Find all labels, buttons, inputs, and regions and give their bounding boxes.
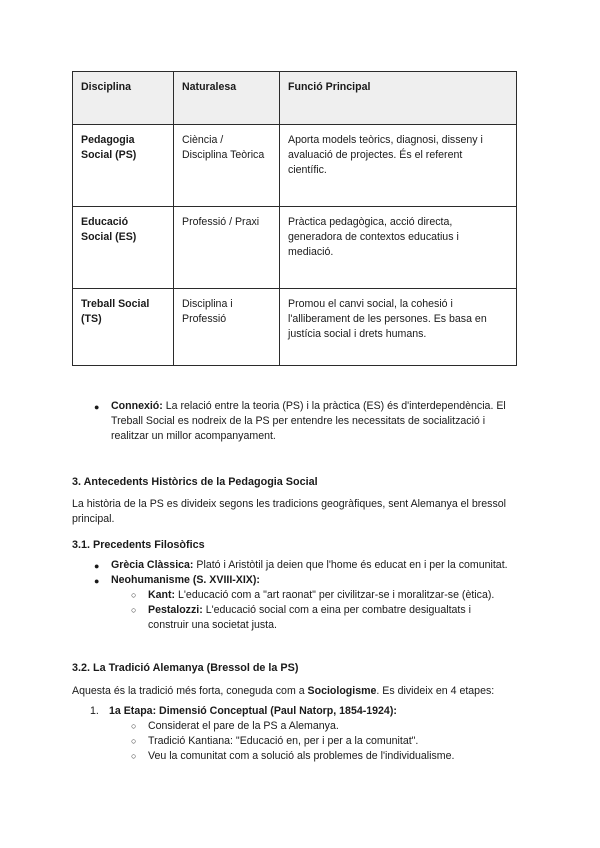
table-cell: Treball Social (TS): [73, 289, 174, 366]
list-item: Considerat el pare de la PS a Alemanya.: [148, 720, 339, 732]
bullet-icon: ●: [94, 561, 100, 571]
section-3-1-heading: 3.1. Precedents Filosòfics: [72, 539, 205, 551]
table-row: [73, 207, 517, 289]
bullet-icon: ●: [94, 402, 100, 412]
table-header-row: [73, 72, 517, 125]
circle-bullet-icon: ○: [131, 736, 137, 746]
circle-bullet-icon: ○: [131, 751, 137, 761]
bullet-icon: ●: [94, 576, 100, 586]
table-header-cell: Naturalesa: [174, 72, 280, 125]
etapa-1-item: 1a Etapa: Dimensió Conceptual (Paul Natorp, 1854-1924):: [109, 705, 397, 717]
table-header-cell: Disciplina: [73, 72, 174, 125]
list-item: Veu la comunitat com a solució als problemes de l'individualisme.: [148, 750, 455, 762]
table-cell: Educació Social (ES): [73, 207, 174, 289]
table-row: [73, 289, 517, 366]
table-cell: Disciplina i Professió: [174, 289, 280, 366]
list-item: Tradició Kantiana: "Educació en, per i per a la comunitat".: [148, 735, 419, 747]
circle-bullet-icon: ○: [131, 605, 137, 615]
circle-bullet-icon: ○: [131, 721, 137, 731]
section-3-intro: La història de la PS es divideix segons les tradicions geogràfiques, sent Alemanya el bressol principal.: [72, 498, 507, 525]
table-cell: Ciència / Disciplina Teòrica: [174, 125, 280, 207]
section-3-2-heading: 3.2. La Tradició Alemanya (Bressol de la PS): [72, 662, 299, 674]
table-cell: Pedagogia Social (PS): [73, 125, 174, 207]
circle-bullet-icon: ○: [131, 590, 137, 600]
table-cell: Professió / Praxi: [174, 207, 280, 289]
table-row: [73, 125, 517, 207]
table-cell: Promou el canvi social, la cohesió i l'alliberament de les persones. Es basa en justícia social i drets humans.: [280, 289, 517, 366]
grecia-item: Grècia Clàssica: Plató i Aristòtil ja deien que l'home és educat en i per la comunitat.: [111, 559, 508, 571]
list-number: 1.: [90, 705, 99, 717]
section-3-heading: 3. Antecedents Històrics de la Pedagogia Social: [72, 476, 318, 488]
section-3-2-intro: Aquesta és la tradició més forta, coneguda com a Sociologisme. Es divideix en 4 etapes:: [72, 685, 495, 697]
table-cell: Pràctica pedagògica, acció directa, generadora de contextos educatius i mediació.: [280, 207, 517, 289]
table-cell: Aporta models teòrics, diagnosi, disseny i avaluació de projectes. És el referent científic.: [280, 125, 517, 207]
neohumanisme-item: Neohumanisme (S. XVIII-XIX):: [111, 574, 260, 586]
disciplines-table: [72, 71, 517, 366]
table-header-cell: Funció Principal: [280, 72, 517, 125]
pestalozzi-item: Pestalozzi: L'educació social com a eina per combatre desigualtats i construir una societat justa.: [148, 604, 471, 631]
kant-item: Kant: L'educació com a "art raonat" per civilitzar-se i moralitzar-se (ètica).: [148, 589, 495, 601]
connexio-paragraph: Connexió: La relació entre la teoria (PS) i la pràctica (ES) és d'interdependència. El Treball Social es nodreix de la PS per entendre les necessitats de socialització i realitzar un millor acompanyament.: [111, 400, 506, 442]
